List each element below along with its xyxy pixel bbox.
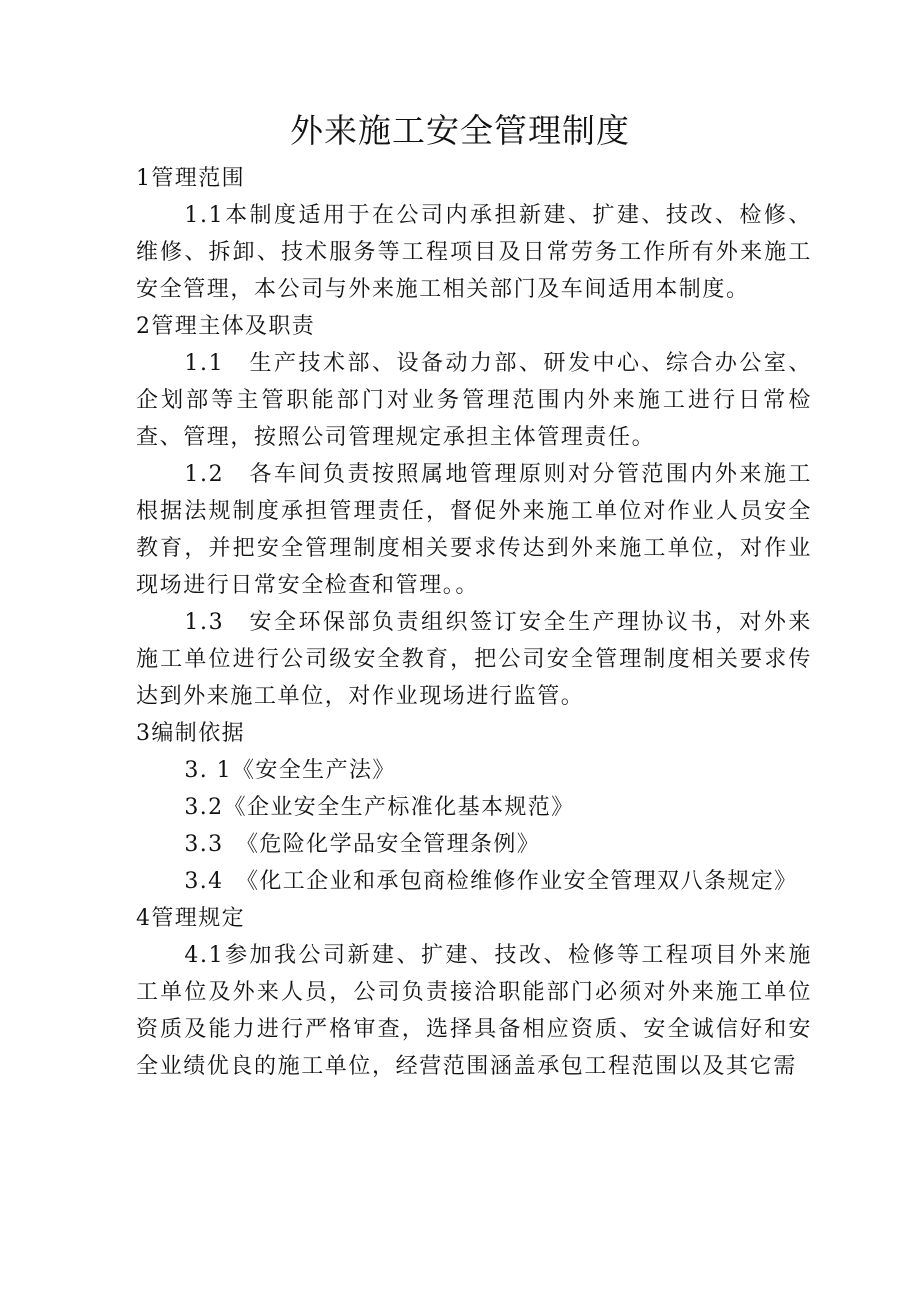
section-heading-regulations: 4管理规定 [136,906,245,931]
section-heading-responsibilities: 2管理主体及职责 [136,314,316,339]
section-heading-basis: 3编制依据 [136,721,245,746]
paragraph-scope-1-1: 1.1本制度适用于在公司内承担新建、扩建、技改、检修、维修、拆卸、技术服务等工程项目及日常劳务工作所有外来施工安全管理，本公司与外来施工相关部门及车间适用本制度。 [136,203,812,302]
reference-3-3: 3.3 《危险化学品安全管理条例》 [184,832,541,857]
reference-3-4: 3.4 《化工企业和承包商检维修作业安全管理双八条规定》 [184,869,798,894]
section-heading-scope: 1管理范围 [136,166,245,191]
document-title: 外来施工安全管理制度 [290,111,630,150]
paragraph-regulation-4-1: 4.1参加我公司新建、扩建、技改、检修等工程项目外来施工单位及外来人员，公司负责接洽职能部门必须对外来施工单位资质及能力进行严格审查，选择具备相应资质、安全诚信好和安全业绩优良的施工单位，经营范围涵盖承包工程范围以及其它需 [136,943,812,1079]
paragraph-responsibility-1-2: 1.2 各车间负责按照属地管理原则对分管范围内外来施工根据法规制度承担管理责任，督促外来施工单位对作业人员安全教育，并把安全管理制度相关要求传达到外来施工单位，对作业现场进行日常安全检查和管理。。 [136,462,812,598]
paragraph-responsibility-1-1: 1.1 生产技术部、设备动力部、研发中心、综合办公室、企划部等主管职能部门对业务管理范围内外来施工进行日常检查、管理，按照公司管理规定承担主体管理责任。 [136,351,812,450]
document-body [136,160,812,1085]
paragraph-responsibility-1-3: 1.3 安全环保部负责组织签订安全生产理协议书，对外来施工单位进行公司级安全教育，把公司安全管理制度相关要求传达到外来施工单位，对作业现场进行监管。 [136,610,812,709]
reference-3-1: 3. 1《安全生产法》 [184,758,396,783]
reference-3-2: 3.2《企业安全生产标准化基本规范》 [184,795,575,820]
